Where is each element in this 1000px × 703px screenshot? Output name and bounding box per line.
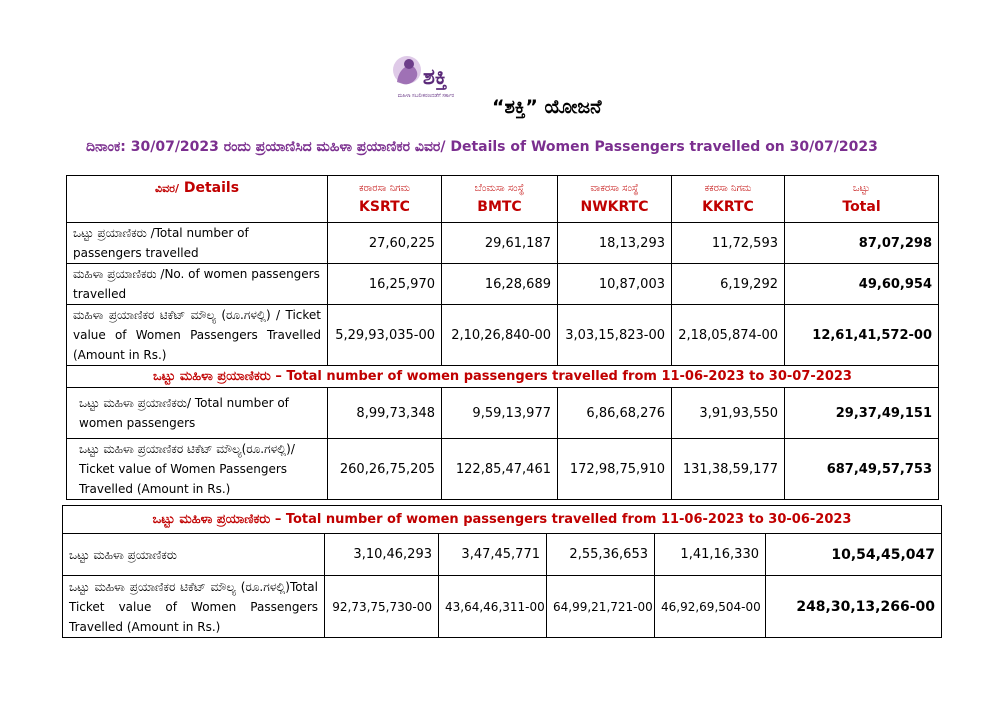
cell-kkrtc: 6,19,292	[672, 264, 785, 305]
cell-kkrtc: 11,72,593	[672, 223, 785, 264]
col-header-kkrtc: ಕಕರಸಾ ನಿಗಮ KKRTC	[672, 176, 785, 223]
cell-bmtc: 9,59,13,977	[442, 388, 558, 439]
col-header-ksrtc: ಕರಾರಸಾ ನಿಗಮ KSRTC	[328, 176, 442, 223]
cell-total: 12,61,41,572-00	[785, 305, 939, 366]
section-heading-row	[67, 366, 939, 388]
cell-kkrtc: 3,91,93,550	[672, 388, 785, 439]
table-row	[67, 305, 939, 366]
cell-nwkrtc: 2,55,36,653	[547, 534, 655, 576]
cell-total: 87,07,298	[785, 223, 939, 264]
cell-nwkrtc: 172,98,75,910	[558, 439, 672, 500]
table-row	[67, 223, 939, 264]
cell-ksrtc: 5,29,93,035-00	[328, 305, 442, 366]
cell-total: 10,54,45,047	[766, 534, 942, 576]
cell-nwkrtc: 3,03,15,823-00	[558, 305, 672, 366]
table-row	[67, 264, 939, 305]
cell-bmtc: 122,85,47,461	[442, 439, 558, 500]
logo-tagline: ಮಹಿಳಾ ಸಬಲೀಕರಣದಡೆಗೆ ಸರ್ಕಾರ	[397, 93, 455, 99]
cell-ksrtc: 16,25,970	[328, 264, 442, 305]
row-label: ಒಟ್ಟು ಪ್ರಯಾಣಿಕರು /Total number of passengers travelled	[67, 223, 328, 264]
cell-nwkrtc: 64,99,21,721-00	[547, 576, 655, 638]
cell-bmtc: 43,64,46,311-00	[439, 576, 547, 638]
cell-bmtc: 29,61,187	[442, 223, 558, 264]
cell-kkrtc: 2,18,05,874-00	[672, 305, 785, 366]
row-label: ಒಟ್ಟು ಮಹಿಳಾ ಪ್ರಯಾಣಿಕರ ಟಿಕೆಟ್ ಮೌಲ್ಯ(ರೂ.ಗಳಲ್ಲಿ)/ Ticket value of Women Passengers Travelled (Amount in Rs.)	[67, 439, 328, 500]
table-row	[67, 439, 939, 500]
page-title: “ಶಕ್ತಿ” ಯೋಜನೆ	[492, 96, 602, 118]
cell-ksrtc: 260,26,75,205	[328, 439, 442, 500]
cell-bmtc: 16,28,689	[442, 264, 558, 305]
cell-total: 29,37,49,151	[785, 388, 939, 439]
cell-total: 49,60,954	[785, 264, 939, 305]
cell-kkrtc: 1,41,16,330	[655, 534, 766, 576]
col-header-total: ಒಟ್ಟು Total	[785, 176, 939, 223]
logo-glyph: ಶಕ್ತಿ	[422, 65, 448, 90]
header-row	[67, 176, 939, 223]
section-heading-july: ಒಟ್ಟು ಮಹಿಳಾ ಪ್ರಯಾಣಿಕರು – Total number of women passengers travelled from 11-06-2023 to 30-07-2023	[67, 366, 939, 388]
daily-table	[66, 175, 939, 500]
col-header-details: ವಿವರ/ Details	[67, 176, 328, 223]
cell-ksrtc: 27,60,225	[328, 223, 442, 264]
row-label: ಮಹಿಳಾ ಪ್ರಯಾಣಿಕರ ಟಿಕೆಟ್ ಮೌಲ್ಯ (ರೂ.ಗಳಲ್ಲಿ) / Ticket value of Women Passengers Travelled (Amount in Rs.)	[67, 305, 328, 366]
cell-nwkrtc: 6,86,68,276	[558, 388, 672, 439]
cell-kkrtc: 131,38,59,177	[672, 439, 785, 500]
row-label: ಒಟ್ಟು ಮಹಿಳಾ ಪ್ರಯಾಣಿಕರ ಟಿಕೆಟ್ ಮೌಲ್ಯ (ರೂ.ಗಳಲ್ಲಿ)Total Ticket value of Women Passengers Travelled (Amount in Rs.)	[63, 576, 325, 638]
col-header-bmtc: ಬೆಂಮಸಾ ಸಂಸ್ಥೆ BMTC	[442, 176, 558, 223]
cell-kkrtc: 46,92,69,504-00	[655, 576, 766, 638]
cell-total: 687,49,57,753	[785, 439, 939, 500]
cell-bmtc: 3,47,45,771	[439, 534, 547, 576]
cell-ksrtc: 92,73,75,730-00	[325, 576, 439, 638]
row-label: ಒಟ್ಟು ಮಹಿಳಾ ಪ್ರಯಾಣಿಕರು	[63, 534, 325, 576]
table-row	[63, 576, 942, 638]
cell-nwkrtc: 10,87,003	[558, 264, 672, 305]
table-row	[63, 534, 942, 576]
date-subtitle: ದಿನಾಂಕ: 30/07/2023 ರಂದು ಪ್ರಯಾಣಿಸಿದ ಮಹಿಳಾ ಪ್ರಯಾಣಿಕರ ವಿವರ/ Details of Women Passengers travelled on 30/07/2023	[86, 139, 878, 155]
cell-bmtc: 2,10,26,840-00	[442, 305, 558, 366]
cell-total: 248,30,13,266-00	[766, 576, 942, 638]
row-label: ಮಹಿಳಾ ಪ್ರಯಾಣಿಕರು /No. of women passengers travelled	[67, 264, 328, 305]
col-header-nwkrtc: ವಾಕರಸಾ ಸಂಸ್ಥೆ NWKRTC	[558, 176, 672, 223]
table-row	[67, 388, 939, 439]
cell-ksrtc: 3,10,46,293	[325, 534, 439, 576]
section-heading-row	[63, 506, 942, 534]
row-label: ಒಟ್ಟು ಮಹಿಳಾ ಪ್ರಯಾಣಿಕರು/ Total number of women passengers	[67, 388, 328, 439]
june-table	[62, 505, 942, 638]
section-heading-june: ಒಟ್ಟು ಮಹಿಳಾ ಪ್ರಯಾಣಿಕರು – Total number of women passengers travelled from 11-06-2023 to 30-06-2023	[63, 506, 942, 534]
cell-ksrtc: 8,99,73,348	[328, 388, 442, 439]
cell-nwkrtc: 18,13,293	[558, 223, 672, 264]
